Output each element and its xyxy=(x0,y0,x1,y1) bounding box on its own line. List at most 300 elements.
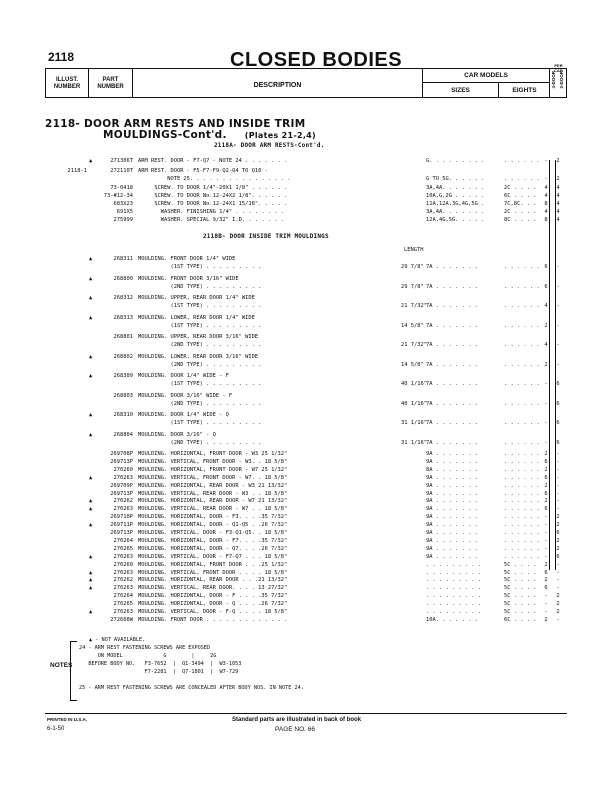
sizes-models: 9A . . . . . . . xyxy=(426,530,478,536)
sizes-models: 10A. . . . . . . xyxy=(426,616,478,623)
description: ARM REST. DOOR - F5-F7-F9-Q2-Q4 TO Q10 - xyxy=(138,168,268,174)
part-number: 270263 xyxy=(113,569,133,576)
part-number: 269710P xyxy=(110,514,133,521)
description: SCREW. TO DOOR 1/4"-20X1 1/8" . . . . . . xyxy=(138,185,288,191)
not-available-mark: ▲ xyxy=(89,609,93,615)
table-row xyxy=(45,192,567,200)
description: MOULDING. VERTICAL, DOOR - F3-Q1-Q5. . 18 5/8" xyxy=(138,530,288,536)
qty-4-door: - xyxy=(544,158,548,164)
table-row xyxy=(45,419,567,427)
table-row xyxy=(45,545,567,553)
description: (2ND TYPE) . . . . . . . . . xyxy=(138,283,262,290)
qty-2-door: 2 xyxy=(556,537,560,544)
description: MOULDING. FRONT DOOR 1/4" WIDE xyxy=(138,256,236,262)
length: 14 5/8" xyxy=(401,361,424,368)
sizes-models: . . . . . . . . . xyxy=(426,601,482,608)
qty-4-door: 4 xyxy=(544,193,548,199)
part-number: 275999 xyxy=(113,217,133,223)
description: MOULDING. HORIZONTAL, DOOR - F . . . .35 7/32" xyxy=(138,593,288,600)
table-row xyxy=(45,600,567,608)
eights-models: 6C . . . . xyxy=(504,616,537,623)
sizes-models: . . . . . . . . . xyxy=(426,585,482,592)
sizes-models: 9A . . . . . . . xyxy=(426,458,478,465)
qty-4-door: - xyxy=(544,593,548,600)
subsection-b-heading: 2118B- DOOR INSIDE TRIM MOULDINGS xyxy=(203,233,329,240)
description: (1ST TYPE) . . . . . . . . . xyxy=(138,322,262,329)
notes-bracket xyxy=(70,641,77,701)
eights-models: . . . . . . xyxy=(504,514,540,521)
table-row xyxy=(45,521,567,529)
description: (2ND TYPE) . . . . . . . . . xyxy=(138,342,262,349)
header-car-models xyxy=(423,69,550,97)
sizes-models: 7A . . . . . . . xyxy=(426,264,478,271)
qty-2-door: - xyxy=(556,264,560,271)
description: (1ST TYPE) . . . . . . . . . xyxy=(138,420,262,427)
part-number: 272608W xyxy=(110,616,133,623)
length: 21 7/32" xyxy=(401,342,427,349)
description: (2ND TYPE) . . . . . . . . . xyxy=(138,439,262,446)
qty-4-door: - xyxy=(544,176,548,182)
qty-2-door: 2 xyxy=(556,609,560,615)
eights-models: 5C . . . . xyxy=(504,569,537,576)
part-number: 269713P xyxy=(110,490,133,497)
sizes-models: 9A . . . . . . . xyxy=(426,474,478,481)
page-section-number: 2118 xyxy=(48,50,75,64)
section-title-continued xyxy=(103,129,316,141)
description: ARM REST. DOOR - F7-Q7 - NOTE 24 . . . . . . . xyxy=(138,158,288,164)
qty-2-door: - xyxy=(556,342,560,349)
sizes-models: 8A . . . . . . . xyxy=(426,466,478,473)
part-number: 73-#12-34 xyxy=(103,193,133,199)
part-number: 268310 xyxy=(113,412,133,418)
page-title: CLOSED BODIES xyxy=(230,49,403,71)
table-row xyxy=(45,450,567,458)
table-row xyxy=(45,553,567,561)
qty-4-door: - xyxy=(544,601,548,608)
qty-4-door: - xyxy=(544,609,548,615)
table-row xyxy=(45,283,567,291)
part-number: 270260 xyxy=(113,561,133,568)
description: MOULDING. HORIZONTAL, REAR DOOR - W7 21 13/32" xyxy=(138,498,288,505)
qty-4-door: - xyxy=(544,553,548,560)
part-number: 270263 xyxy=(113,553,133,560)
qty-2-door: 2 xyxy=(556,176,560,182)
qty-2-door: - xyxy=(556,466,560,473)
length: 31 1/16" xyxy=(401,420,427,427)
length: 31 1/16" xyxy=(401,439,427,446)
table-row xyxy=(45,380,567,388)
not-available-mark: ▲ xyxy=(89,412,93,418)
description: MOULDING. HORIZONTAL, DOOR - Q7. . . .26 7/32" xyxy=(138,545,288,552)
not-available-mark: ▲ xyxy=(89,158,93,164)
description: MOULDING. HORIZONTAL, REAR DOOR . . .21 13/32" xyxy=(138,577,288,584)
eights-models: . . . . . . xyxy=(504,474,540,481)
qty-2-door: 2 xyxy=(556,593,560,600)
sizes-models: 7A . . . . . . . xyxy=(426,322,478,329)
header-illus-number xyxy=(46,69,89,97)
printed-in: PRINTED IN U.S.A. xyxy=(47,717,88,722)
header-car-models-label: CAR MODELS xyxy=(423,69,549,83)
table-row xyxy=(45,302,567,310)
table-row xyxy=(45,482,567,490)
header-description: DESCRIPTION xyxy=(133,69,423,97)
table-row xyxy=(45,184,567,192)
qty-4-door: 2 xyxy=(544,322,548,329)
section-title: 2118- DOOR ARM RESTS AND INSIDE TRIM xyxy=(45,118,306,130)
qty-4-door: - xyxy=(544,537,548,544)
table-row xyxy=(45,616,567,624)
note-24-bodies-1: BEFORE BODY NO. F3-7652 | Q1-3494 | W3-1053 xyxy=(79,661,242,667)
qty-2-door: - xyxy=(556,303,560,310)
eights-models: 5C . . . . xyxy=(504,601,537,608)
description: NOTE 25. . . . . . . . . . . . . . . . xyxy=(138,176,291,182)
qty-4-door: 4 xyxy=(544,342,548,349)
table-row xyxy=(45,314,567,322)
sizes-models: 7A . . . . . . . xyxy=(426,400,478,407)
qty-4-door: 2 xyxy=(544,451,548,457)
eights-models: . . . . . . xyxy=(504,537,540,544)
not-available-mark: ▲ xyxy=(89,256,93,262)
eights-models: 6C . . . . xyxy=(504,193,537,199)
sizes-models: 12A,4G,5G. . . . . xyxy=(426,217,485,223)
eights-models: . . . . . . xyxy=(504,466,540,473)
description: MOULDING. HORIZONTAL, DOOR - F7. . . .35 7/32" xyxy=(138,537,288,544)
qty-2-door: - xyxy=(556,474,560,481)
description: MOULDING. VERTICAL, FRONT DOOR . . . . 18 5/8" xyxy=(138,569,288,576)
qty-4-door: - xyxy=(544,545,548,552)
description: MOULDING. VERTICAL, REAR DOOR - W3 . . 18 5/8" xyxy=(138,490,288,497)
table-row xyxy=(45,333,567,341)
qty-4-door: 6 xyxy=(544,474,548,481)
eights-models: . . . . . . xyxy=(504,482,540,489)
sizes-models: 7A . . . . . . . xyxy=(426,381,478,388)
table-row xyxy=(45,569,567,577)
table-row xyxy=(45,341,567,349)
table-row xyxy=(45,255,567,263)
sizes-models: 11A,12A,3G,4G,5G . xyxy=(426,201,485,207)
description: MOULDING. HORIZONTAL, FRONT DOOR - W7 25 1/32" xyxy=(138,466,288,473)
header-part-label: PART xyxy=(102,77,119,83)
part-number: 268801 xyxy=(113,334,133,340)
qty-2-door: 4 xyxy=(556,209,560,215)
description: MOULDING. UPPER, REAR DOOR 3/16" WIDE xyxy=(138,334,259,340)
part-number: 270264 xyxy=(113,593,133,600)
eights-models: . . . . . . xyxy=(504,158,540,164)
qty-2-door: 2 xyxy=(556,601,560,608)
qty-2-door: 6 xyxy=(556,530,560,536)
note-25: 25 - ARM REST FASTENING SCREWS ARE CONCEALED AFTER BODY NOS. IN NOTE 24. xyxy=(79,685,304,691)
length-label: LENGTH xyxy=(404,247,424,253)
eights-models: 2C . . . . xyxy=(504,209,537,215)
qty-4-door: 6 xyxy=(544,490,548,497)
table-row xyxy=(45,216,567,224)
qty-2-door: 4 xyxy=(556,193,560,199)
part-number: 268313 xyxy=(113,314,133,321)
table-row xyxy=(45,322,567,330)
header-2-door: 2-DOOR xyxy=(559,71,564,89)
header-per-car xyxy=(550,63,567,97)
note-24-bodies-2: F7-2281 | Q7-1801 | W7-729 xyxy=(79,669,239,675)
part-number: 269713P xyxy=(110,530,133,536)
length: 29 7/8" xyxy=(401,283,424,290)
sizes-models: 9A . . . . . . . xyxy=(426,506,478,513)
part-number: 270260 xyxy=(113,466,133,473)
table-row xyxy=(45,513,567,521)
qty-2-door: - xyxy=(556,458,560,465)
eights-models: . . . . . . xyxy=(504,361,540,368)
description: SCREW. TO DOOR No.12-24X1 15/16". . . . . xyxy=(138,201,288,207)
table-row xyxy=(45,497,567,505)
sizes-models: 9A . . . . . . . xyxy=(426,537,478,544)
description: MOULDING. DOOR 3/16" - Q xyxy=(138,431,216,438)
part-number: 270263 xyxy=(113,474,133,481)
part-number: 271306T xyxy=(110,158,133,164)
part-number: 269708P xyxy=(110,451,133,457)
description: MOULDING. HORIZONTAL, REAR DOOR - W3 21 13/32" xyxy=(138,482,288,489)
length: 21 7/32" xyxy=(401,303,427,310)
length: 14 5/8" xyxy=(401,322,424,329)
eights-models: . . . . . . xyxy=(504,342,540,349)
description: MOULDING. HORIZONTAL, DOOR - F3. . . .35 7/32" xyxy=(138,514,288,521)
column-header xyxy=(45,63,567,98)
eights-models: 5C . . . . xyxy=(504,585,537,592)
notes-label: NOTES xyxy=(50,662,73,669)
qty-2-door: 4 xyxy=(556,185,560,191)
qty-2-door: 4 xyxy=(556,201,560,207)
qty-4-door: 6 xyxy=(544,506,548,513)
part-number: 73-0418 xyxy=(110,185,133,191)
part-number: 270263 xyxy=(113,506,133,513)
qty-4-door: 4 xyxy=(544,185,548,191)
qty-2-door: - xyxy=(556,561,560,568)
header-sizes: SIZES xyxy=(423,83,499,98)
section-title-line2: MOULDINGS-Cont'd. xyxy=(103,129,227,141)
qty-4-door: - xyxy=(544,514,548,521)
qty-2-door: - xyxy=(556,577,560,584)
description: MOULDING. LOWER, REAR DOOR 1/4" WIDE xyxy=(138,314,255,321)
eights-models: . . . . . . xyxy=(504,553,540,560)
table-row xyxy=(45,275,567,283)
table-row xyxy=(45,372,567,380)
qty-4-door: - xyxy=(544,400,548,407)
section-plates: (Plates 21-2,4) xyxy=(244,131,316,140)
description: MOULDING. VERTICAL, REAR DOOR - W7 . . 18 5/8" xyxy=(138,506,288,513)
qty-4-door: 2 xyxy=(544,482,548,489)
qty-4-door: 8 xyxy=(544,217,548,223)
not-available-mark: ▲ xyxy=(89,522,93,529)
description: MOULDING. DOOR 1/4" WIDE - Q xyxy=(138,412,229,418)
sizes-models: 9A . . . . . . . xyxy=(426,553,478,560)
qty-4-door: - xyxy=(544,439,548,446)
description: (1ST TYPE) . . . . . . . . . xyxy=(138,303,262,310)
sizes-models: 7A . . . . . . . xyxy=(426,303,478,310)
not-available-mark: ▲ xyxy=(89,553,93,560)
table-row xyxy=(45,361,567,369)
table-row xyxy=(45,592,567,600)
standard-parts-note: Standard parts are illustrated in back of book xyxy=(232,717,362,723)
eights-models: . . . . . . xyxy=(504,458,540,465)
part-number: 269711P xyxy=(110,522,133,529)
part-number: 268311 xyxy=(113,256,133,262)
length: 40 1/16" xyxy=(401,400,427,407)
qty-2-door: - xyxy=(556,482,560,489)
eights-models: . . . . . . xyxy=(504,530,540,536)
qty-2-door: - xyxy=(556,498,560,505)
eights-models: . . . . . . xyxy=(504,498,540,505)
not-available-mark: ▲ xyxy=(89,373,93,379)
qty-4-door: 2 xyxy=(544,577,548,584)
table-row xyxy=(45,439,567,447)
sizes-models: 7A . . . . . . . xyxy=(426,439,478,446)
description: MOULDING. HORIZONTAL, FRONT DOOR - W3 25 1/32" xyxy=(138,451,288,457)
part-number: 691X5 xyxy=(116,209,133,215)
table-row xyxy=(45,353,567,361)
sizes-models: 3A,4A. . . . . . . xyxy=(426,209,485,215)
eights-models: . . . . . . xyxy=(504,451,540,457)
part-number: 270265 xyxy=(113,601,133,608)
part-number: 272110T xyxy=(110,168,133,174)
eights-models: . . . . . . xyxy=(504,506,540,513)
eights-models: . . . . . . xyxy=(504,545,540,552)
qty-4-door: 2 xyxy=(544,561,548,568)
qty-2-door: 6 xyxy=(556,381,560,388)
qty-4-door: 6 xyxy=(544,264,548,271)
eights-models: . . . . . . xyxy=(504,400,540,407)
description: MOULDING. VERTICAL, DOOR - F-Q . . . . 18 5/8" xyxy=(138,609,288,615)
description: MOULDING. DOOR 1/4" WIDE - F xyxy=(138,373,229,379)
description: MOULDING. HORIZONTAL, DOOR - Q . . . .26 7/32" xyxy=(138,601,288,608)
illus-number: 2118-1 xyxy=(67,168,87,174)
sizes-models: 9A . . . . . . . xyxy=(426,522,478,529)
qty-4-door: 4 xyxy=(544,209,548,215)
eights-models: 5C . . . . xyxy=(504,561,537,568)
qty-4-door: 8 xyxy=(544,201,548,207)
qty-4-door: 6 xyxy=(544,283,548,290)
part-number: 269709P xyxy=(110,482,133,489)
table-row xyxy=(45,505,567,513)
sizes-models: . . . . . . . . . xyxy=(426,593,482,600)
header-part-number xyxy=(89,69,133,97)
sizes-models: 9A . . . . . . . xyxy=(426,498,478,505)
qty-4-door: 6 xyxy=(544,585,548,592)
part-number: 269713P xyxy=(110,458,133,465)
sizes-models: 7A . . . . . . . xyxy=(426,420,478,427)
qty-4-door: 2 xyxy=(544,361,548,368)
part-number: 270264 xyxy=(113,537,133,544)
sizes-models: 7A . . . . . . . xyxy=(426,361,478,368)
header-number-label: NUMBER xyxy=(53,84,81,90)
description: MOULDING. DOOR 3/16" WIDE - F xyxy=(138,392,233,399)
footer-rule xyxy=(45,713,567,714)
qty-4-door: - xyxy=(544,522,548,529)
not-available-mark: ▲ xyxy=(89,275,93,282)
table-row xyxy=(45,431,567,439)
sizes-models: . . . . . . . . . xyxy=(426,569,482,576)
length: 29 7/8" xyxy=(401,264,424,271)
qty-4-door: - xyxy=(544,420,548,427)
description: (2ND TYPE) . . . . . . . . . xyxy=(138,361,262,368)
note-24: 24 - ARM REST FASTENING SCREWS ARE EXPOSED xyxy=(79,645,211,651)
part-number: 270262 xyxy=(113,577,133,584)
eights-models: . . . . . . xyxy=(504,439,540,446)
per-car-divider-2 xyxy=(555,160,556,570)
sizes-models: . . . . . . . . . xyxy=(426,561,482,568)
qty-2-door: 2 xyxy=(556,158,560,164)
eights-models: . . . . . . xyxy=(504,522,540,529)
qty-4-door: - xyxy=(544,530,548,536)
description: MOULDING. VERTICAL, FRONT DOOR - W3. . 18 5/8" xyxy=(138,458,288,465)
sizes-models: G. . . . . . . . . xyxy=(426,158,485,164)
table-row xyxy=(45,474,567,482)
eights-models: 8C . . . . xyxy=(504,217,537,223)
table-row xyxy=(45,294,567,302)
table-row xyxy=(45,458,567,466)
qty-2-door: 6 xyxy=(556,420,560,427)
part-number: 268802 xyxy=(113,353,133,360)
table-row xyxy=(45,400,567,408)
qty-4-door: 2 xyxy=(544,466,548,473)
header-illus-label: ILLUST. xyxy=(56,77,78,83)
subsection-a-heading: 2118A- DOOR ARM RESTS-Cont'd. xyxy=(214,142,325,149)
eights-models: . . . . . . xyxy=(504,303,540,310)
part-number: 268803 xyxy=(113,392,133,399)
description: MOULDING. UPPER, REAR DOOR 1/4" WIDE xyxy=(138,295,255,301)
sizes-models: G TO 5G. . . . . . xyxy=(426,176,485,182)
description: (2ND TYPE) . . . . . . . . . xyxy=(138,400,262,407)
table-row xyxy=(45,561,567,569)
eights-models: . . . . . . xyxy=(504,283,540,290)
table-row xyxy=(45,576,567,584)
description: MOULDING. VERTICAL, REAR DOOR. . . . 13 27/32" xyxy=(138,585,288,592)
table-row xyxy=(45,392,567,400)
description: WASHER. FINISHING 1/4" . . . . . . . . xyxy=(138,209,285,215)
qty-2-door: - xyxy=(556,322,560,329)
description: MOULDING. HORIZONTAL, FRONT DOOR . . .25 1/32" xyxy=(138,561,288,568)
note-not-available: ▲ - NOT AVAILABLE. xyxy=(89,637,146,643)
eights-models: . . . . . . xyxy=(504,176,540,182)
description: MOULDING. FRONT DOOR . . . . . . . . . . . . . xyxy=(138,616,288,623)
qty-4-door: 6 xyxy=(544,569,548,576)
print-date: 6-1-50 xyxy=(47,726,65,732)
note-24-models: ON MODEL G | 2G xyxy=(79,653,217,659)
eights-models: . . . . . . xyxy=(504,420,540,427)
eights-models: 7C,8C. . . xyxy=(504,201,537,207)
sizes-models: 3A,4A. . . . . . . xyxy=(426,185,485,191)
qty-2-door: 6 xyxy=(556,439,560,446)
not-available-mark: ▲ xyxy=(89,474,93,481)
description: (1ST TYPE) . . . . . . . . . xyxy=(138,264,262,271)
table-row xyxy=(45,411,567,419)
part-number: 270263 xyxy=(113,609,133,615)
not-available-mark: ▲ xyxy=(89,498,93,505)
part-number: 270262 xyxy=(113,498,133,505)
qty-2-door: 2 xyxy=(556,522,560,529)
qty-4-door: 4 xyxy=(544,303,548,310)
qty-2-door: - xyxy=(556,361,560,368)
table-row xyxy=(45,167,567,175)
per-car-divider xyxy=(549,160,550,570)
table-row xyxy=(45,466,567,474)
part-number: 270265 xyxy=(113,545,133,552)
not-available-mark: ▲ xyxy=(89,577,93,584)
sizes-models: 7A . . . . . . . xyxy=(426,342,478,349)
qty-2-door: - xyxy=(556,490,560,497)
header-eights: EIGHTS xyxy=(512,87,537,94)
sizes-models: . . . . . . . . . xyxy=(426,577,482,584)
header-4-door: 4-DOOR xyxy=(551,71,556,89)
eights-models: 5C . . . . xyxy=(504,609,537,615)
part-number: 268804 xyxy=(113,431,133,438)
